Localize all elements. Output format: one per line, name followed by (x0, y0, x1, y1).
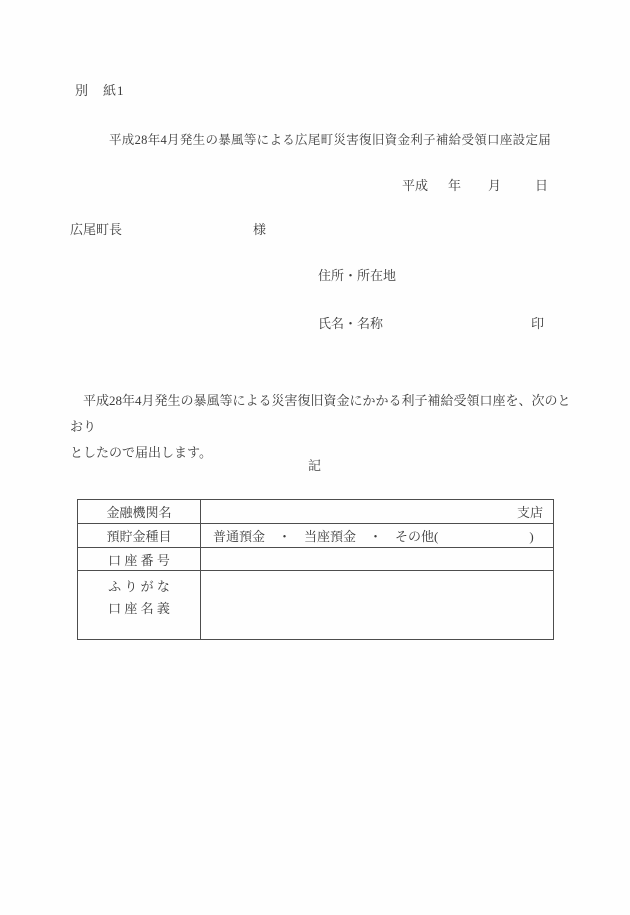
account-number-input-cell (201, 548, 554, 571)
attachment-label: 別 紙1 (75, 83, 125, 98)
record-marker: 記 (307, 458, 322, 473)
deposit-type-options: 普通預金 ・ 当座預金 ・ その他( ) (201, 524, 554, 548)
table-row-account-holder (78, 571, 554, 640)
body-paragraph-line2: としたので届出します。 (70, 445, 212, 460)
account-number-label: 口 座 番 号 (78, 548, 201, 571)
date-era-label: 平成 (402, 178, 429, 193)
bank-name-input-cell (201, 500, 554, 524)
date-month-label: 月 (488, 178, 502, 193)
deposit-type-label: 預貯金種目 (78, 524, 201, 548)
addressee-honorific: 様 (253, 222, 267, 237)
seal-mark-label: 印 (531, 316, 545, 331)
document-title: 平成28年4月発生の暴風等による広尾町災害復旧資金利子補給受領口座設定届 (109, 133, 552, 147)
account-holder-name-label: 口 座 名 義 (108, 601, 170, 616)
account-holder-label (78, 571, 201, 640)
body-paragraph-line1: 平成28年4月発生の暴風等による災害復旧資金にかかる利子補給受領口座を、次のとおり (70, 393, 571, 434)
account-form-table (77, 499, 554, 640)
table-row-bank-name (78, 500, 554, 524)
branch-suffix-label: 支店 (516, 505, 543, 520)
date-year-label: 年 (448, 178, 462, 193)
date-day-label: 日 (535, 178, 549, 193)
account-holder-input-cell (201, 571, 554, 640)
bank-name-label: 金融機関名 (78, 500, 201, 524)
table-row-account-number (78, 548, 554, 571)
table-row-deposit-type (78, 524, 554, 548)
furigana-label: ふ り が な (108, 579, 170, 594)
address-field-label: 住所・所在地 (318, 268, 397, 283)
addressee-title: 広尾町長 (70, 222, 123, 237)
name-field-label: 氏名・名称 (318, 316, 384, 331)
